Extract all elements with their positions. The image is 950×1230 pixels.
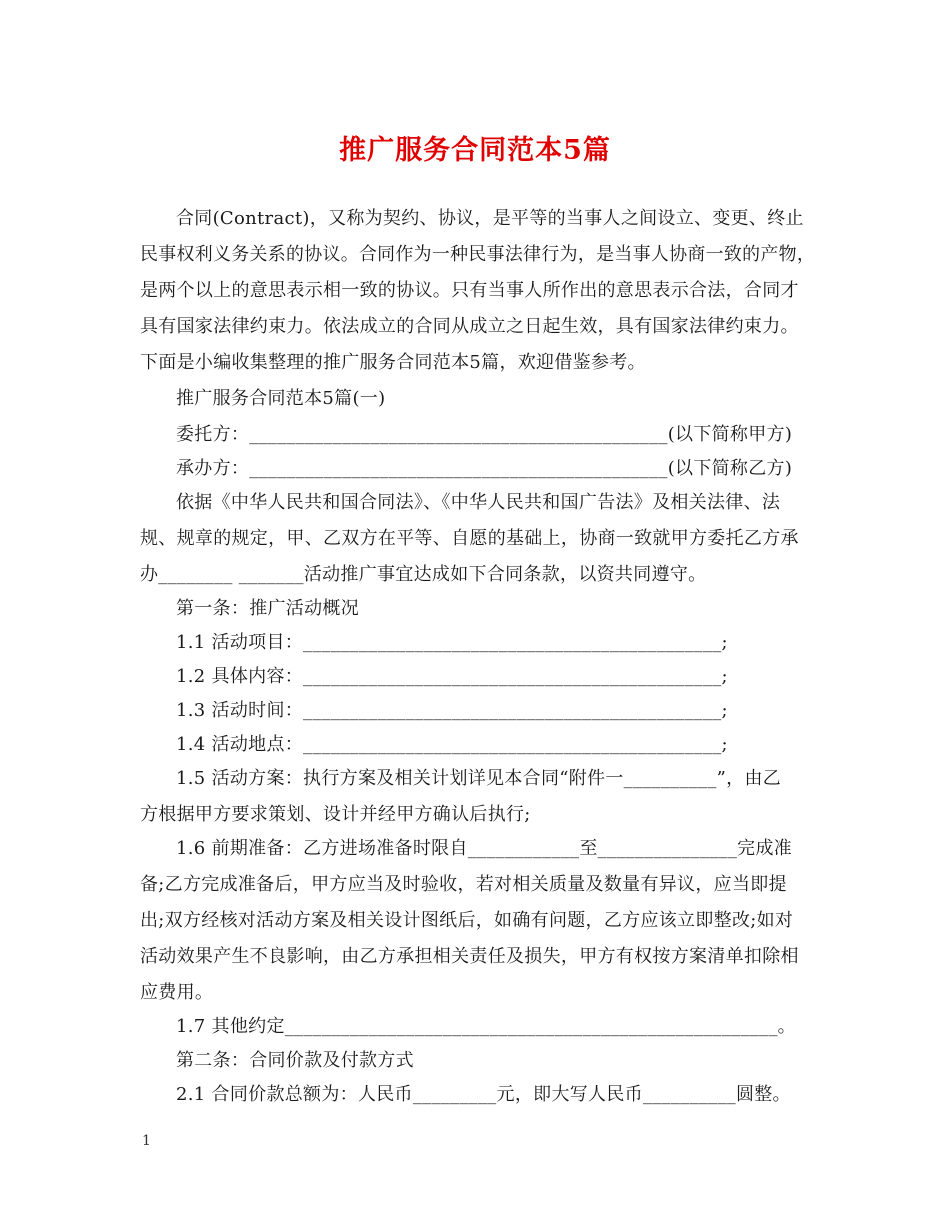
clause-line: 1.3 活动时间：_____________________________________________; xyxy=(176,700,728,721)
paragraph-line: 出;双方经核对活动方案及相关设计图纸后，如确有问题，乙方应该立即整改;如对 xyxy=(140,910,794,931)
clause-line: 1.1 活动项目：_____________________________________________; xyxy=(176,632,728,653)
clause-line: 1.6 前期准备：乙方进场准备时限自____________至_______________完成准 xyxy=(176,838,793,859)
paragraph-line: 具有国家法律约束力。依法成立的合同从成立之日起生效，具有国家法律约束力。 xyxy=(140,316,799,337)
paragraph-line: 活动效果产生不良影响，由乙方承担相关责任及损失，甲方有权按方案清单扣除相 xyxy=(140,946,799,967)
clause-line: 2.1 合同价款总额为：人民币_________元，即大写人民币__________圆整。 xyxy=(176,1084,791,1105)
clause-line: 1.5 活动方案：执行方案及相关计划详见本合同“附件一__________”，由乙 xyxy=(176,768,782,789)
paragraph-line: 民事权利义务关系的协议。合同作为一种民事法律行为，是当事人协商一致的产物， xyxy=(140,244,816,265)
paragraph-line: 备;乙方完成准备后，甲方应当及时验收，若对相关质量及数量有异议，应当即提 xyxy=(140,874,787,895)
article-heading: 第一条：推广活动概况 xyxy=(176,598,359,619)
document-title: 推广服务合同范本5篇 xyxy=(339,135,611,166)
contractor-field-line: 承办方：_____________________________________________(以下简称乙方) xyxy=(176,458,793,479)
paragraph-line: 合同(Contract)，又称为契约、协议，是平等的当事人之间设立、变更、终止 xyxy=(176,208,804,229)
clause-line: 1.4 活动地点：_____________________________________________; xyxy=(176,734,728,755)
paragraph-line: 应费用。 xyxy=(140,982,214,1003)
paragraph-line: 下面是小编收集整理的推广服务合同范本5篇，欢迎借鉴参考。 xyxy=(140,352,646,373)
page-number: 1 xyxy=(142,1133,151,1149)
paragraph-line: 规、规章的规定，甲、乙双方在平等、自愿的基础上，协商一致就甲方委托乙方承 xyxy=(140,528,799,549)
paragraph-line: 办________ _______活动推广事宜达成如下合同条款，以资共同遵守。 xyxy=(140,564,707,585)
paragraph-line: 是两个以上的意思表示相一致的协议。只有当事人所作出的意思表示合法，合同才 xyxy=(140,280,799,301)
clause-line: 1.2 具体内容：_____________________________________________; xyxy=(176,666,728,687)
paragraph-line: 依据《中华人民共和国合同法》、《中华人民共和国广告法》及相关法律、法 xyxy=(176,492,781,513)
clause-line: 1.7 其他约定_____________________________________________________。 xyxy=(176,1016,796,1037)
client-field-line: 委托方：_____________________________________________(以下简称甲方) xyxy=(176,424,793,445)
article-heading: 第二条：合同价款及付款方式 xyxy=(176,1050,414,1071)
section-heading: 推广服务合同范本5篇(一) xyxy=(176,388,386,409)
paragraph-line: 方根据甲方要求策划、设计并经甲方确认后执行; xyxy=(140,804,531,825)
